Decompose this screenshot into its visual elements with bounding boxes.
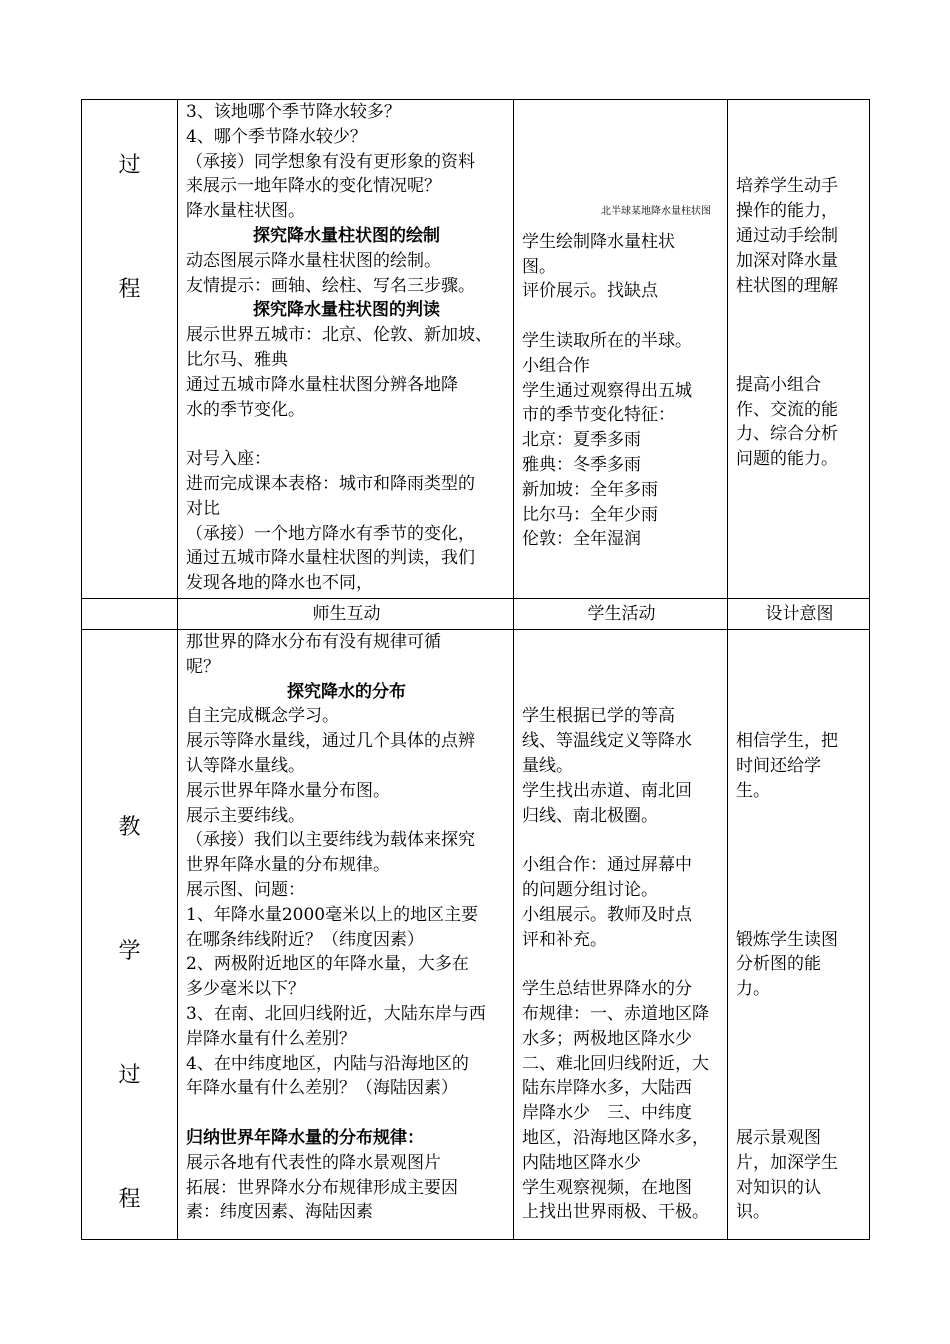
text-line: 上找出世界雨极、干极。 — [522, 1202, 709, 1223]
text-line: 片，加深学生 — [736, 1152, 838, 1173]
text-line: 归线、南北极圈。 — [522, 805, 658, 826]
text-line: 线、等温线定义等降水 — [522, 731, 692, 752]
text-line: 分析图的能 — [736, 954, 821, 975]
design-intent-text — [728, 100, 869, 472]
text-line: 操作的能力， — [736, 201, 838, 222]
text-line: 小组合作 — [522, 355, 590, 376]
lesson-plan-table — [81, 99, 870, 1240]
stage-char: 学 — [118, 939, 141, 964]
text-line — [736, 680, 863, 705]
text-line: 北京：夏季多雨 — [522, 430, 641, 451]
text-line: 力、综合分析 — [736, 424, 838, 445]
text-line: 学生根据已学的等高 — [522, 706, 675, 727]
text-line: 岸降水少 三、中纬度 — [522, 1103, 692, 1124]
text-line — [736, 804, 863, 829]
text-line — [736, 323, 863, 348]
header-teacher-interaction: 师生互动 — [178, 599, 514, 630]
text-line — [522, 828, 721, 853]
section1-teacher-cell — [178, 100, 514, 599]
text-line: 雅典：冬季多雨 — [522, 454, 641, 475]
text-line: 力。 — [736, 979, 770, 1000]
text-line: 多少毫米以下？ — [186, 979, 305, 1000]
text-line: （承接）一个地方降水有季节的变化， — [186, 523, 475, 544]
stage-char: 程 — [118, 1187, 141, 1212]
text-line — [186, 422, 507, 447]
text-line: 展示世界年降水量分布图。 — [186, 780, 390, 801]
section1-intent-cell — [728, 100, 870, 599]
text-line: 认等降水量线。 — [186, 755, 305, 776]
text-line: 学生绘制降水量柱状 — [522, 231, 675, 252]
text-line: 新加坡：全年多雨 — [522, 479, 658, 500]
text-line: 通过动手绘制 — [736, 225, 838, 246]
text-line: 学生观察视频，在地图 — [522, 1177, 692, 1198]
text-line: 内陆地区降水少 — [522, 1152, 641, 1173]
text-line — [522, 952, 721, 977]
text-line: 量线。 — [522, 755, 573, 776]
text-line: 评价展示。找缺点 — [522, 281, 658, 302]
text-line: 时间还给学 — [736, 755, 821, 776]
text-line: 对号入座： — [186, 449, 271, 470]
text-line: 学生找出赤道、南北回 — [522, 780, 692, 801]
text-line: 展示图、问题： — [186, 879, 305, 900]
text-line — [736, 100, 863, 125]
text-line — [736, 1027, 863, 1052]
section1-row — [82, 100, 870, 599]
section1-stage-cell — [82, 100, 178, 599]
text-line: 相信学生，把 — [736, 731, 838, 752]
text-line: 展示主要纬线。 — [186, 805, 305, 826]
text-line: 2、两极附近地区的年降水量，大多在 — [186, 954, 469, 975]
text-line — [736, 348, 863, 373]
text-line: 图。 — [522, 256, 556, 277]
text-line: 布规律：一、赤道地区降 — [522, 1003, 709, 1024]
text-line: 世界年降水量的分布规律。 — [186, 855, 390, 876]
text-line: 问题的能力。 — [736, 449, 838, 470]
text-line — [522, 630, 721, 655]
text-line: 自主完成概念学习。 — [186, 706, 339, 727]
section1-student-cell — [514, 100, 728, 599]
text-line: 探究降水的分布 — [287, 681, 406, 702]
text-line: 来展示一地年降水的变化情况呢？ — [186, 176, 441, 197]
text-line: 友情提示：画轴、绘柱、写名三步骤。 — [186, 275, 475, 296]
text-line — [736, 298, 863, 323]
text-line — [736, 655, 863, 680]
text-line: 识。 — [736, 1202, 770, 1223]
text-line: 市的季节变化特征： — [522, 405, 675, 426]
header-design-intent: 设计意图 — [728, 599, 870, 630]
text-line: 3、在南、北回归线附近，大陆东岸与西 — [186, 1003, 486, 1024]
text-line: 展示各地有代表性的降水景观图片 — [186, 1152, 441, 1173]
text-line — [736, 878, 863, 903]
text-line: 比尔马、雅典 — [186, 349, 288, 370]
text-line: （承接）同学想象有没有更形象的资料 — [186, 151, 475, 172]
text-line — [186, 1101, 507, 1126]
text-line: 进而完成课本表格：城市和降雨类型的 — [186, 473, 475, 494]
text-line: 展示等降水量线，通过几个具体的点辨 — [186, 731, 475, 752]
text-line: 4、哪个季节降水较少？ — [186, 126, 367, 147]
text-line — [736, 903, 863, 928]
text-line — [522, 655, 721, 680]
text-line: 作、交流的能 — [736, 399, 838, 420]
text-line: 学生总结世界降水的分 — [522, 979, 692, 1000]
text-line: 水多；两极地区降水少 — [522, 1028, 692, 1049]
text-line: 素：纬度因素、海陆因素 — [186, 1202, 373, 1223]
text-line — [736, 1076, 863, 1101]
text-line — [736, 853, 863, 878]
text-line: 提高小组合 — [736, 374, 821, 395]
text-line — [736, 1052, 863, 1077]
text-line: 通过五城市降水量柱状图的判读，我们 — [186, 548, 475, 569]
text-line: 生。 — [736, 780, 770, 801]
text-line: 探究降水量柱状图的判读 — [253, 300, 440, 321]
student-activity-text — [514, 630, 727, 1225]
text-line: 对比 — [186, 498, 220, 519]
stage-char: 教 — [118, 815, 141, 840]
text-line: 柱状图的理解 — [736, 275, 838, 296]
text-line: 的问题分组讨论。 — [522, 879, 658, 900]
text-line: 动态图展示降水量柱状图的绘制。 — [186, 250, 441, 271]
text-line: 伦敦：全年湿润 — [522, 529, 641, 550]
stage-char: 过 — [118, 1063, 141, 1088]
text-line — [736, 828, 863, 853]
text-line: 展示世界五城市：北京、伦敦、新加坡、 — [186, 325, 492, 346]
text-line: 加深对降水量 — [736, 250, 838, 271]
section2-teacher-cell — [178, 630, 514, 1240]
text-line: 发现各地的降水也不同， — [186, 573, 373, 594]
text-line: 通过五城市降水量柱状图分辨各地降 — [186, 374, 458, 395]
text-line: 学生读取所在的半球。 — [522, 330, 692, 351]
design-intent-text — [728, 630, 869, 1225]
text-line: 探究降水量柱状图的绘制 — [253, 225, 440, 246]
text-line: 地区，沿海地区降水多， — [522, 1127, 709, 1148]
text-line — [736, 630, 863, 655]
text-line: 3、该地哪个季节降水较多？ — [186, 102, 401, 122]
text-line: 水的季节变化。 — [186, 399, 305, 420]
table-header-row — [82, 599, 870, 630]
text-line: 小组展示。教师及时点 — [522, 904, 692, 925]
text-line — [736, 125, 863, 150]
text-line: 呢？ — [186, 656, 220, 677]
stage-char: 程 — [118, 277, 141, 302]
text-line: 岸降水量有什么差别？ — [186, 1028, 356, 1049]
text-line: 展示景观图 — [736, 1127, 821, 1148]
text-line: 评和补充。 — [522, 929, 607, 950]
text-line — [522, 304, 721, 329]
text-line: 在哪条纬线附近？（纬度因素） — [186, 929, 424, 950]
text-line: 锻炼学生读图 — [736, 929, 838, 950]
text-line: 学生通过观察得出五城 — [522, 380, 692, 401]
header-student-activity: 学生活动 — [514, 599, 728, 630]
teacher-interaction-text — [178, 630, 513, 1225]
text-line: 对知识的认 — [736, 1177, 821, 1198]
text-line: 陆东岸降水多，大陆西 — [522, 1078, 692, 1099]
text-line: 1、年降水量2000毫米以上的地区主要 — [186, 904, 479, 925]
text-line: 小组合作：通过屏幕中 — [522, 855, 692, 876]
header-col1 — [82, 599, 178, 630]
text-line: 拓展：世界降水分布规律形成主要因 — [186, 1177, 458, 1198]
text-line — [736, 704, 863, 729]
text-line: （承接）我们以主要纬线为载体来探究 — [186, 830, 475, 851]
text-line — [736, 1002, 863, 1027]
text-line: 比尔马：全年少雨 — [522, 504, 658, 525]
chart-caption: 北半球某地降水量柱状图 — [601, 206, 711, 217]
text-line — [736, 150, 863, 175]
text-line: 培养学生动手 — [736, 176, 838, 197]
student-activity-text — [522, 230, 721, 552]
text-line — [736, 1101, 863, 1126]
section2-stage-cell — [82, 630, 178, 1240]
text-line: 归纳世界年降水量的分布规律： — [186, 1127, 424, 1148]
section2-intent-cell — [728, 630, 870, 1240]
teacher-interaction-text — [178, 100, 513, 596]
stage-char: 过 — [118, 153, 141, 178]
text-line: 降水量柱状图。 — [186, 201, 305, 222]
text-line: 那世界的降水分布有没有规律可循 — [186, 632, 441, 652]
text-line: 年降水量有什么差别？（海陆因素） — [186, 1078, 458, 1099]
section2-row — [82, 630, 870, 1240]
text-line — [522, 680, 721, 705]
text-line: 二、难北回归线附近，大 — [522, 1053, 709, 1074]
section2-student-cell — [514, 630, 728, 1240]
text-line: 4、在中纬度地区，内陆与沿海地区的 — [186, 1053, 469, 1074]
